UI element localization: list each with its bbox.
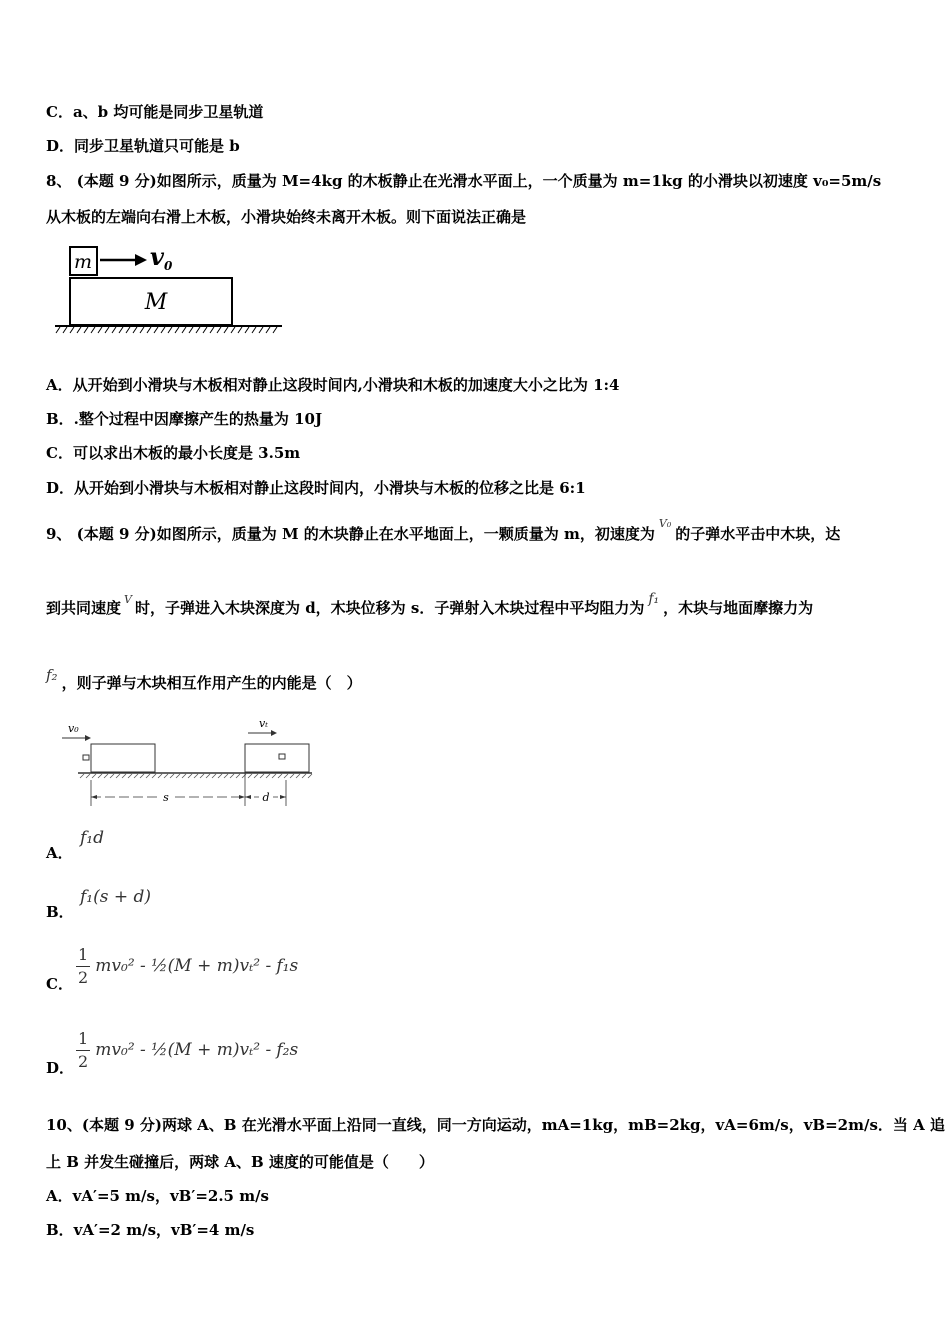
q10-option-b: B．vA′=2 m/s，vB′=4 m/s (46, 1221, 255, 1239)
half-fraction-d: $\frac{1}{2}$ (78, 1029, 89, 1071)
q9-stem-line2 (46, 591, 814, 620)
q10-stem-line2: 上 B 并发生碰撞后，两球 A、B 速度的可能值是（ ） (46, 1153, 434, 1171)
q10-stem-line1: 10、(本题 9 分)两球 A、B 在光滑水平面上沿同一直线，同一方向运动，mA=1kg，mB=2kg，vA=6m/s，vB=2m/s．当 A 追 (46, 1116, 945, 1134)
prev-option-d: D．同步卫星轨道只可能是 b (46, 137, 240, 155)
bullet-before (83, 755, 89, 760)
velocity-label: $v_0$ (150, 242, 173, 273)
q8-stem-line2: 从木板的左端向右滑上木板，小滑块始终未离开木板。则下面说法正确是 (46, 208, 527, 226)
f2-symbol: f₂ (46, 666, 58, 684)
q9-option-d-label: D． (46, 1059, 75, 1077)
v0-symbol: V₀ (658, 517, 672, 530)
q9-stem-line2-part1: 到共同速度 (46, 599, 122, 617)
q8-option-c: C．可以求出木板的最小长度是 3.5m (46, 444, 301, 462)
q9-figure (60, 718, 320, 810)
q8-figure (50, 240, 285, 338)
q9-stem-line3 (46, 666, 362, 693)
f1-symbol: f₁ (648, 591, 660, 607)
q9-option-c-label: C． (46, 975, 73, 993)
q9-stem-line1-part1: 9、 (本题 9 分)如图所示，质量为 M 的木块静止在水平地面上，一颗质量为 m，初速度为 (46, 525, 655, 543)
q9-option-d-expr (76, 1028, 298, 1073)
q9-stem-line2-part2: 时，子弹进入木块深度为 d，木块位移为 s．子弹射入木块过程中平均阻力为 (134, 599, 645, 617)
bullet-after (279, 754, 285, 759)
half-fraction: $\frac{1}{2}$ (78, 945, 89, 987)
q9-option-c-tail: f₁s (276, 956, 299, 976)
bullet-velocity-label: v₀ (68, 722, 79, 735)
q9-option-b-label: B． (46, 903, 74, 921)
q10-option-a: A．vA′=5 m/s，vB′=2.5 m/s (46, 1187, 270, 1205)
board-label: M (144, 290, 168, 315)
q9-option-d-common: mv₀² - ½(M + m)vₜ² - (95, 1040, 272, 1060)
q9-option-a-expr: f₁d (80, 828, 104, 848)
q8-option-b: B．.整个过程中因摩擦产生的热量为 10J (46, 410, 323, 428)
block-after (245, 744, 309, 772)
vt-symbol: V (124, 593, 132, 606)
q9-stem-line1 (46, 517, 841, 546)
prev-option-c: C．a、b 均可能是同步卫星轨道 (46, 103, 264, 121)
common-velocity-label: vₜ (259, 718, 268, 730)
d-label: d (262, 791, 270, 804)
q9-option-d-tail: f₂s (276, 1040, 299, 1060)
q9-option-c-common: mv₀² - ½(M + m)vₜ² - (95, 956, 272, 976)
q8-option-d: D．从开始到小滑块与木板相对静止这段时间内，小滑块与木板的位移之比是 6:1 (46, 479, 586, 497)
s-label: s (163, 791, 169, 804)
q9-option-a-label: A． (46, 844, 73, 862)
q8-option-a: A．从开始到小滑块与木板相对静止这段时间内,小滑块和木板的加速度大小之比为 1:4 (46, 376, 620, 394)
q9-option-c-expr (76, 944, 298, 989)
q9-stem-line2-part3: ，木块与地面摩擦力为 (663, 599, 814, 617)
q9-stem-line3-text: ，则子弹与木块相互作用产生的内能是（ ） (61, 674, 362, 692)
small-block-label: m (73, 251, 93, 273)
q9-stem-line1-part2: 的子弹水平击中木块，达 (675, 525, 841, 543)
block-before (91, 744, 155, 772)
q9-option-b-expr: f₁(s + d) (80, 887, 152, 907)
q8-stem-line1: 8、 (本题 9 分)如图所示，质量为 M=4kg 的木板静止在光滑水平面上，一个质量为 m=1kg 的小滑块以初速度 v₀=5m/s (46, 172, 882, 190)
